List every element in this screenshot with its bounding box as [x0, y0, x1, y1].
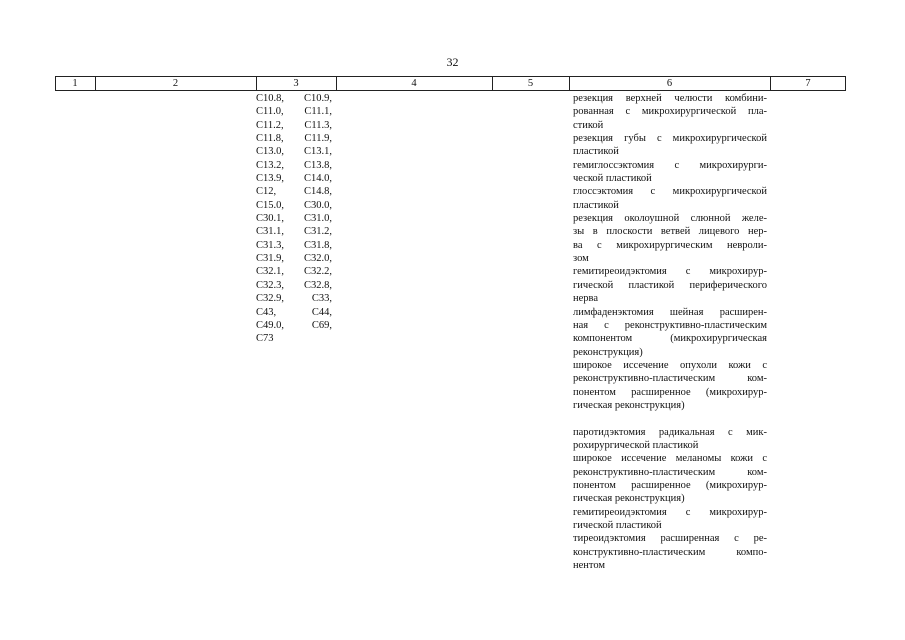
procedure-text-line: гемиглоссэктомия с микрохирурги-	[573, 159, 767, 171]
code-line	[256, 252, 332, 265]
procedure-text-line: понентом расширенное (микрохирур-	[573, 479, 767, 491]
code-line	[256, 225, 332, 238]
code-line	[256, 265, 332, 278]
procedure-text-line: широкое иссечение меланомы кожи с	[573, 453, 767, 465]
procedure-item	[573, 506, 767, 533]
diagnosis-code: C32.0,	[303, 253, 332, 265]
procedure-text-line: гическая реконструкция)	[573, 399, 685, 411]
code-line	[256, 159, 332, 172]
diagnosis-code: C32.9,	[256, 293, 285, 305]
procedure-text-line: широкое иссечение опухоли кожи с	[573, 359, 767, 371]
procedure-item	[573, 92, 767, 132]
diagnosis-code: C11.8,	[256, 133, 284, 145]
diagnosis-code: C12,	[256, 186, 277, 198]
diagnosis-code: C31.9,	[256, 253, 285, 265]
diagnosis-code: C30.1,	[256, 213, 285, 225]
procedure-item	[573, 185, 767, 212]
diagnosis-code: C14.8,	[303, 186, 332, 198]
procedure-text-line: понентом расширенное (микрохирур-	[573, 386, 767, 398]
column-header-2: 2	[172, 78, 179, 89]
code-line	[256, 199, 332, 212]
code-line	[256, 105, 332, 118]
procedures-column	[573, 92, 767, 572]
diagnosis-code: C69,	[311, 319, 332, 331]
diagnosis-code: C33,	[311, 293, 332, 305]
procedure-text-line: резекция верхней челюсти комбини-	[573, 93, 767, 104]
column-header-7: 7	[805, 78, 811, 89]
diagnosis-code: C31.1,	[256, 226, 285, 238]
procedure-text-line: резекция околоушной слюнной желе-	[573, 213, 767, 225]
diagnosis-code: C49.0,	[256, 319, 285, 331]
diagnosis-code: C13.1,	[303, 146, 332, 158]
diagnosis-code: C13.8,	[303, 159, 332, 171]
code-line	[256, 306, 332, 319]
procedure-text-line: зом	[573, 253, 589, 265]
procedure-text-line: ва с микрохирургическим невроли-	[573, 239, 767, 251]
code-line	[256, 119, 332, 132]
procedure-text-line: рохирургической пластикой	[573, 439, 699, 451]
procedure-text-line: реконструктивно-пластическим ком-	[573, 373, 767, 385]
procedure-text-line: глоссэктомия с микрохирургической	[573, 186, 767, 198]
diagnosis-code: C31.3,	[256, 239, 285, 251]
diagnosis-code: C32.2,	[303, 266, 332, 278]
diagnosis-code: C32.8,	[303, 279, 332, 291]
column-header-4: 4	[411, 78, 417, 89]
procedure-text-line: зы в плоскости ветвей лицевого нер-	[573, 226, 767, 238]
procedure-item	[573, 265, 767, 305]
procedure-text-line: нентом	[573, 560, 606, 572]
code-line	[256, 292, 332, 305]
procedure-text-line: пластикой	[573, 146, 619, 158]
diagnosis-code: C30.0,	[303, 199, 332, 211]
procedure-text-line: резекция губы с микрохирургической	[573, 133, 767, 145]
diagnosis-code: C44,	[311, 306, 332, 318]
code-line	[256, 92, 332, 105]
code-line	[256, 212, 332, 225]
procedure-text-line: гической пластикой	[573, 520, 662, 531]
diagnosis-code: C43,	[256, 306, 277, 318]
procedure-text-line: реконструкция)	[573, 346, 643, 358]
procedure-item	[573, 132, 767, 159]
diagnosis-code: C11.0,	[256, 106, 284, 118]
diagnosis-code: C32.1,	[256, 266, 285, 278]
procedure-text-line: стикой	[573, 119, 604, 131]
diagnosis-code: C11.9,	[304, 133, 332, 145]
diagnosis-code: C11.1,	[304, 106, 332, 118]
diagnosis-code: C10.8,	[256, 93, 285, 104]
column-header-1: 1	[72, 78, 78, 89]
diagnosis-code: C11.2,	[256, 119, 284, 131]
page-number: 32	[446, 55, 459, 69]
procedure-item	[573, 452, 767, 505]
blank-line	[573, 412, 767, 425]
column-header-5: 5	[527, 78, 534, 89]
procedure-item	[573, 159, 767, 186]
diagnosis-code: C13.9,	[256, 173, 285, 185]
diagnosis-code: C15.0,	[256, 199, 285, 211]
procedure-text-line: лимфаденэктомия шейная расширен-	[573, 306, 767, 318]
code-line	[256, 185, 332, 198]
code-line	[256, 132, 332, 145]
procedure-text-line: нерва	[573, 293, 599, 305]
diagnosis-code: C13.2,	[256, 159, 285, 171]
code-line	[256, 279, 332, 292]
procedure-text-line: гическая реконструкция)	[573, 493, 685, 505]
diagnosis-codes-column	[256, 92, 332, 346]
code-line	[256, 319, 332, 332]
procedure-text-line: компонентом (микрохирургическая	[573, 333, 767, 345]
procedure-text-line: реконструктивно-пластическим ком-	[573, 466, 767, 478]
procedure-item	[573, 426, 767, 453]
diagnosis-code: C11.3,	[304, 119, 332, 131]
procedure-item	[573, 212, 767, 265]
code-line	[256, 332, 332, 345]
diagnosis-code: C32.3,	[256, 279, 285, 291]
procedure-text-line: гемитиреоидэктомия с микрохирур-	[573, 506, 767, 518]
document-table	[55, 76, 846, 572]
table-header-row	[55, 76, 846, 91]
procedure-text-line: паротидэктомия радикальная с мик-	[573, 426, 767, 438]
column-header-3: 3	[293, 78, 299, 89]
procedure-item	[573, 306, 767, 359]
procedure-text-line: тиреоидэктомия расширенная с ре-	[573, 533, 767, 545]
procedure-text-line: гемитиреоидэктомия с микрохирур-	[573, 266, 767, 278]
diagnosis-code: C31.2,	[303, 226, 332, 238]
procedure-item	[573, 532, 767, 572]
procedure-item	[573, 359, 767, 412]
procedure-text-line: ная с реконструктивно-пластическим	[573, 319, 767, 331]
column-header-6: 6	[666, 78, 673, 89]
code-line	[256, 145, 332, 158]
procedure-text-line: ческой пластикой	[573, 173, 652, 185]
code-line	[256, 239, 332, 252]
procedure-text-line: рованная с микрохирургической пла-	[573, 106, 767, 118]
diagnosis-code: C73	[256, 333, 274, 345]
table-border-right	[845, 77, 846, 91]
code-line	[256, 172, 332, 185]
diagnosis-code: C31.8,	[303, 239, 332, 251]
diagnosis-code: C13.0,	[256, 146, 285, 158]
procedure-text-line: гической пластикой периферического	[573, 279, 767, 291]
procedure-text-line: конструктивно-пластическим компо-	[573, 546, 767, 558]
diagnosis-code: C31.0,	[303, 213, 332, 225]
diagnosis-code: C10.9,	[303, 93, 332, 104]
diagnosis-code: C14.0,	[303, 173, 332, 185]
procedure-text-line: пластикой	[573, 199, 619, 211]
